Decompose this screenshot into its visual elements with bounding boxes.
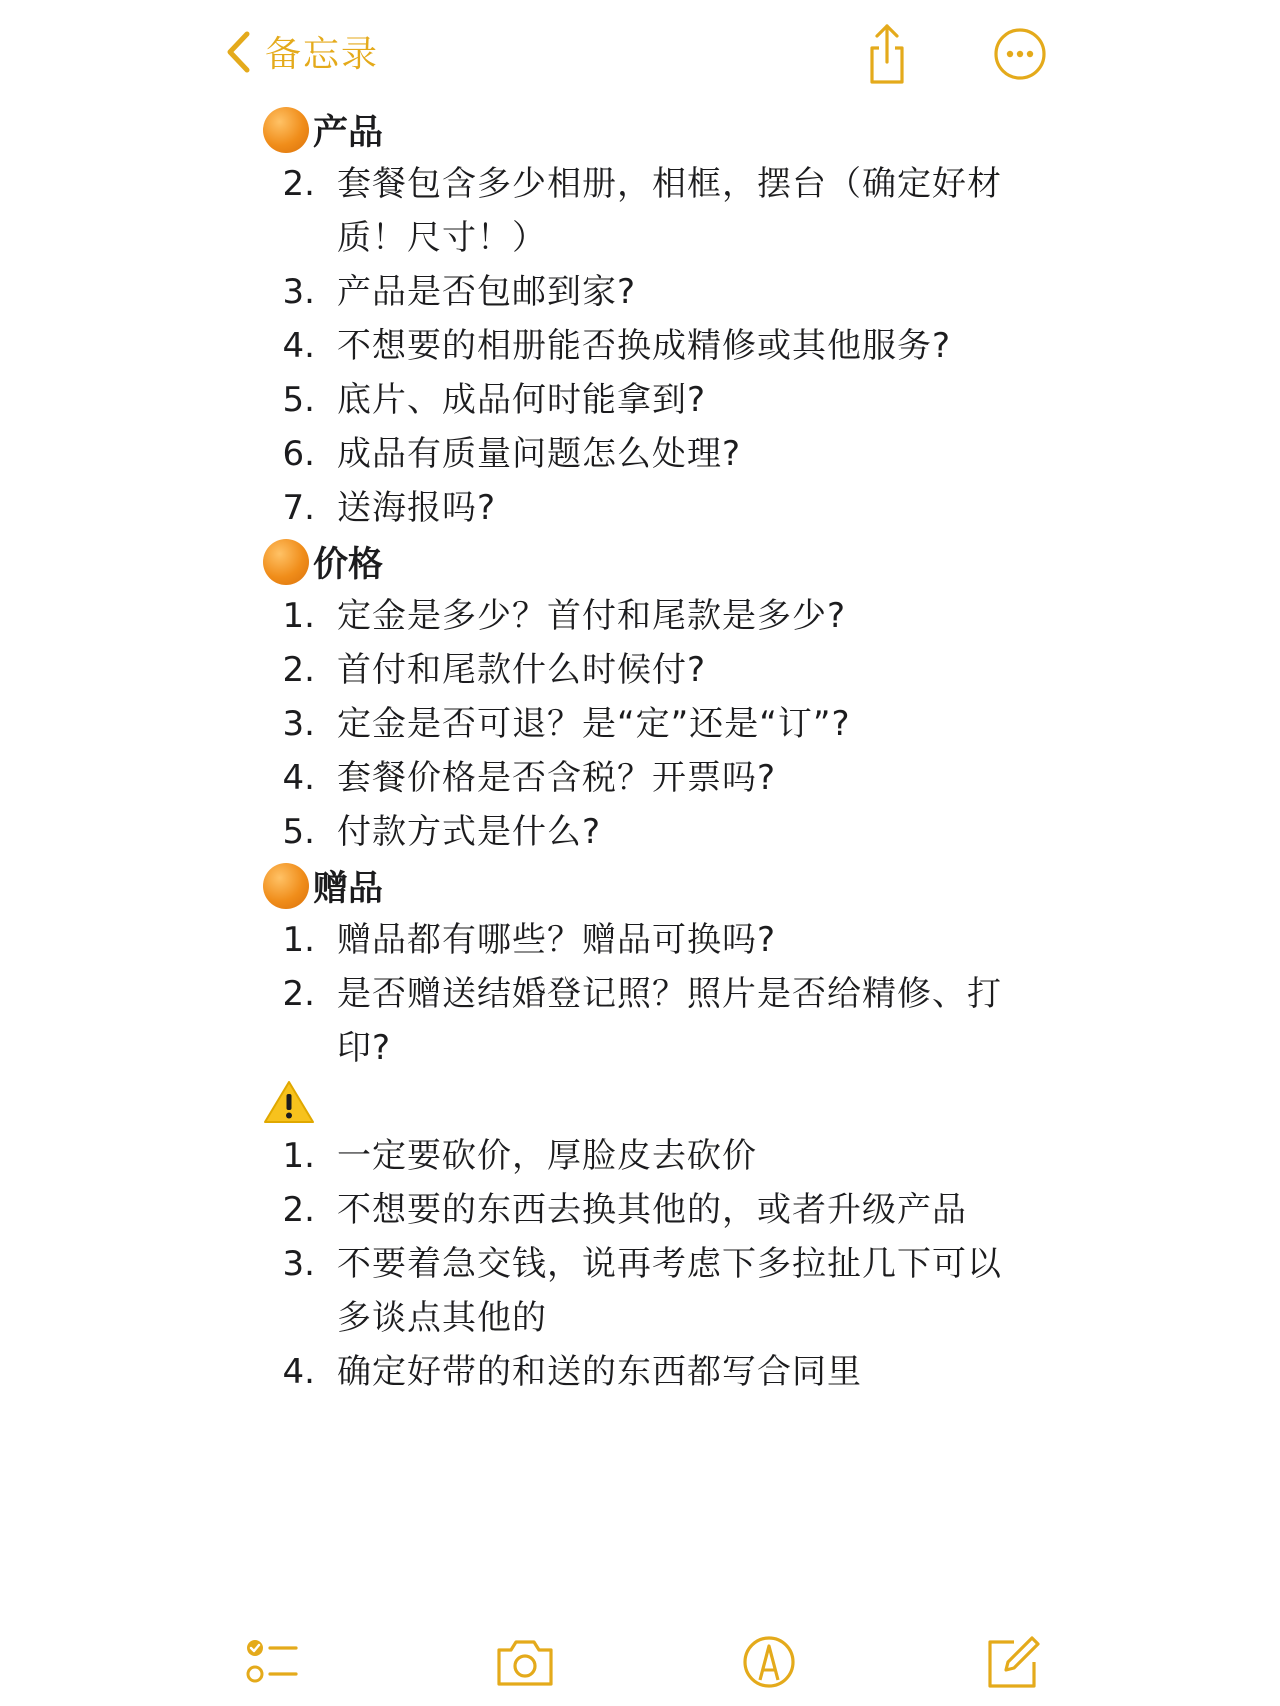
item-number: 4. bbox=[282, 1352, 315, 1392]
product-list bbox=[260, 157, 1020, 535]
orange-circle-icon bbox=[263, 863, 309, 909]
item-text: 不想要的相册能否换成精修或其他服务? bbox=[337, 326, 952, 366]
list-item bbox=[260, 1183, 1020, 1237]
list-item bbox=[260, 589, 1020, 643]
list-item bbox=[260, 481, 1020, 535]
markup-button[interactable] bbox=[737, 1630, 801, 1694]
back-button[interactable] bbox=[225, 26, 379, 77]
item-number: 2. bbox=[282, 164, 315, 204]
checklist-icon bbox=[240, 1630, 304, 1694]
list-item bbox=[260, 805, 1020, 859]
back-label: 备忘录 bbox=[265, 34, 380, 75]
section-heading-warning bbox=[263, 1075, 1020, 1129]
orange-circle-icon bbox=[263, 107, 309, 153]
item-text: 赠品都有哪些？赠品可换吗? bbox=[337, 920, 777, 960]
item-text: 确定好带的和送的东西都写合同里 bbox=[337, 1352, 862, 1392]
item-text: 不想要的东西去换其他的，或者升级产品 bbox=[337, 1190, 967, 1230]
section-title: 产品 bbox=[313, 113, 384, 153]
compose-button[interactable] bbox=[980, 1630, 1044, 1694]
section-title: 价格 bbox=[313, 545, 384, 585]
item-number: 1. bbox=[282, 596, 315, 636]
section-heading-product bbox=[263, 103, 1020, 157]
price-list bbox=[260, 589, 1020, 859]
tips-list bbox=[260, 1129, 1020, 1399]
camera-button[interactable] bbox=[493, 1630, 557, 1694]
item-text: 套餐包含多少相册，相框，摆台（确定好材质！尺寸！） bbox=[337, 164, 1002, 258]
bottom-toolbar bbox=[0, 1630, 1280, 1700]
list-item bbox=[260, 319, 1020, 373]
item-text: 是否赠送结婚登记照？照片是否给精修、打印? bbox=[337, 974, 1002, 1068]
orange-circle-icon bbox=[263, 539, 309, 585]
list-item bbox=[260, 967, 1020, 1075]
share-icon bbox=[855, 22, 919, 86]
item-text: 付款方式是什么? bbox=[337, 812, 602, 852]
item-number: 1. bbox=[282, 920, 315, 960]
item-text: 成品有质量问题怎么处理? bbox=[337, 434, 742, 474]
item-number: 2. bbox=[282, 974, 315, 1014]
markup-pen-icon bbox=[737, 1630, 801, 1694]
item-text: 产品是否包邮到家? bbox=[337, 272, 637, 312]
item-number: 3. bbox=[282, 1244, 315, 1284]
more-options-icon bbox=[988, 22, 1052, 86]
checklist-button[interactable] bbox=[240, 1630, 304, 1694]
item-number: 2. bbox=[282, 650, 315, 690]
camera-icon bbox=[493, 1630, 557, 1694]
share-button[interactable] bbox=[855, 22, 919, 86]
item-number: 3. bbox=[282, 272, 315, 312]
warning-icon bbox=[263, 1079, 315, 1125]
section-title: 赠品 bbox=[313, 869, 384, 909]
compose-icon bbox=[980, 1630, 1044, 1694]
item-number: 4. bbox=[282, 758, 315, 798]
item-text: 首付和尾款什么时候付? bbox=[337, 650, 707, 690]
list-item bbox=[260, 643, 1020, 697]
section-heading-price bbox=[263, 535, 1020, 589]
list-item bbox=[260, 373, 1020, 427]
list-item bbox=[260, 1129, 1020, 1183]
item-number: 1. bbox=[282, 1136, 315, 1176]
item-text: 定金是多少？首付和尾款是多少? bbox=[337, 596, 847, 636]
list-item bbox=[260, 1237, 1020, 1345]
list-item bbox=[260, 157, 1020, 265]
item-text: 送海报吗? bbox=[337, 488, 497, 528]
item-number: 6. bbox=[282, 434, 315, 474]
list-item bbox=[260, 265, 1020, 319]
item-text: 底片、成品何时能拿到? bbox=[337, 380, 707, 420]
item-number: 2. bbox=[282, 1190, 315, 1230]
item-text: 不要着急交钱，说再考虑下多拉扯几下可以多谈点其他的 bbox=[337, 1244, 1002, 1338]
item-text: 定金是否可退？是“定”还是“订”? bbox=[337, 704, 851, 744]
list-item bbox=[260, 913, 1020, 967]
more-button[interactable] bbox=[988, 22, 1052, 86]
list-item bbox=[260, 427, 1020, 481]
chevron-left-icon bbox=[225, 30, 251, 74]
item-number: 5. bbox=[282, 812, 315, 852]
item-number: 4. bbox=[282, 326, 315, 366]
list-item bbox=[260, 1345, 1020, 1399]
item-number: 5. bbox=[282, 380, 315, 420]
item-text: 一定要砍价，厚脸皮去砍价 bbox=[337, 1136, 757, 1176]
section-heading-gifts bbox=[263, 859, 1020, 913]
item-number: 3. bbox=[282, 704, 315, 744]
gifts-list bbox=[260, 913, 1020, 1075]
item-number: 7. bbox=[282, 488, 315, 528]
list-item bbox=[260, 751, 1020, 805]
list-item bbox=[260, 697, 1020, 751]
note-body[interactable] bbox=[260, 103, 1020, 1399]
navigation-bar bbox=[0, 0, 1280, 110]
item-text: 套餐价格是否含税？开票吗? bbox=[337, 758, 777, 798]
